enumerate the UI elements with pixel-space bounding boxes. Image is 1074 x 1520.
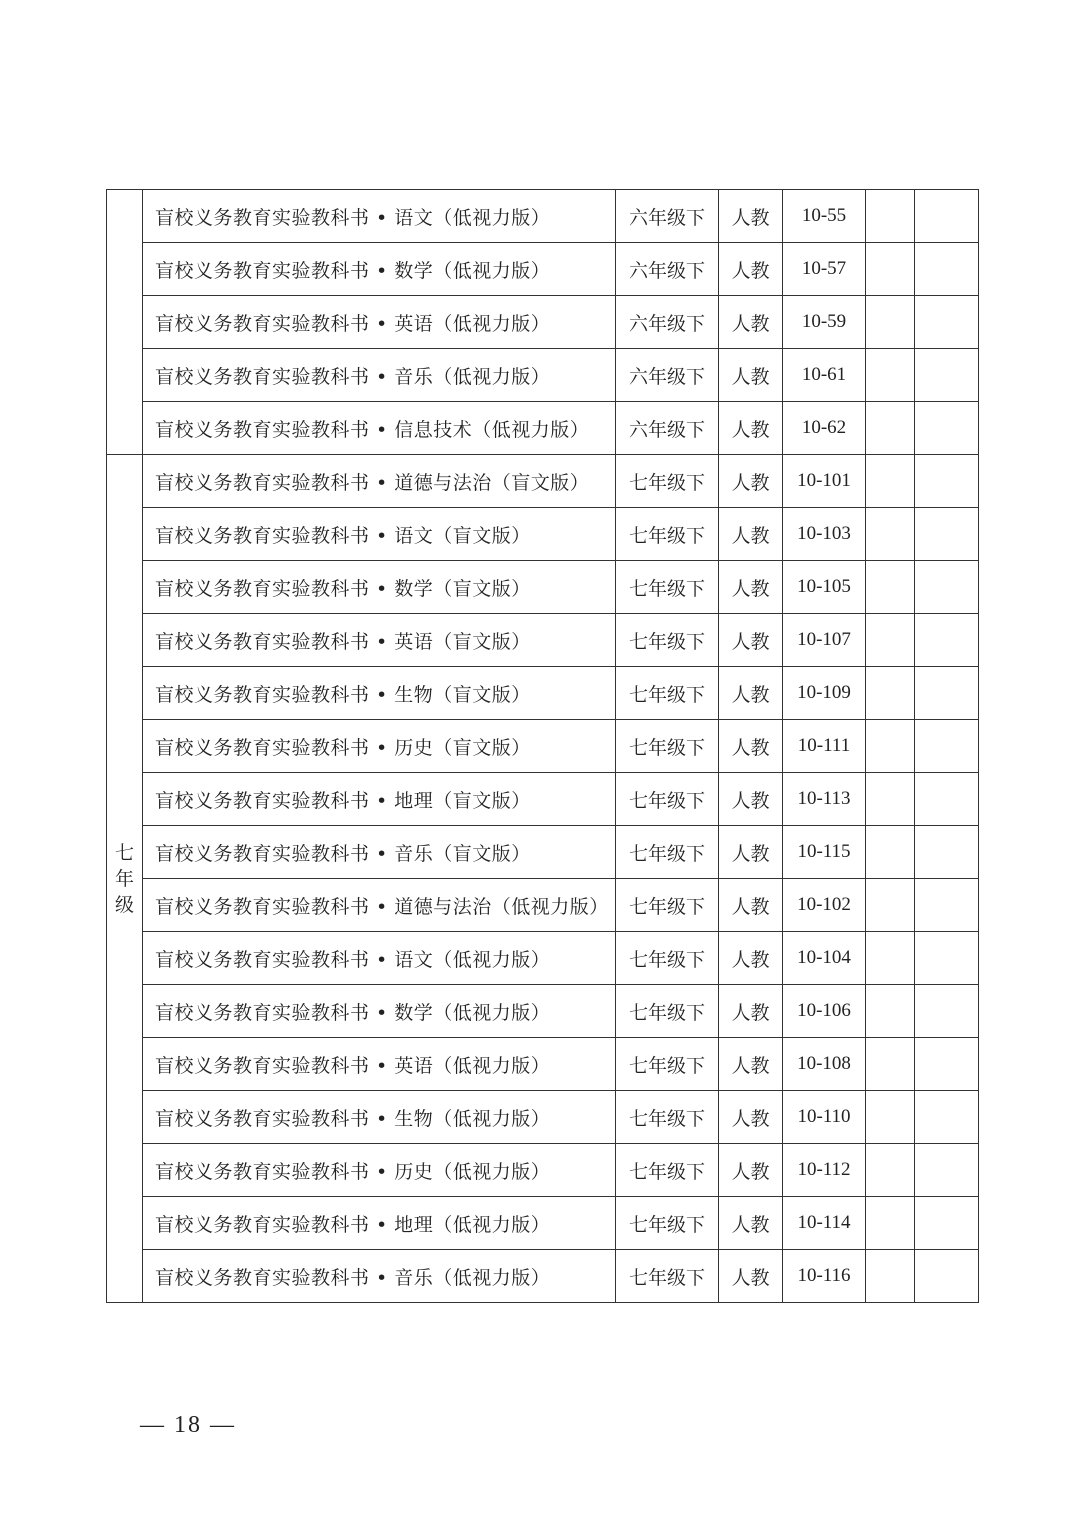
table-row (107, 243, 979, 296)
grade-level-cell: 七年级下 (616, 720, 719, 773)
empty-cell (866, 1144, 915, 1197)
book-code-cell: 10-113 (783, 773, 866, 826)
empty-cell (915, 1144, 979, 1197)
book-title-cell: 盲校义务教育实验教科书 • 音乐（低视力版） (143, 1250, 616, 1303)
book-code-cell: 10-111 (783, 720, 866, 773)
publisher-cell: 人教 (719, 1038, 783, 1091)
book-code-cell: 10-106 (783, 985, 866, 1038)
publisher-cell: 人教 (719, 773, 783, 826)
grade-level-cell: 七年级下 (616, 773, 719, 826)
book-title-cell: 盲校义务教育实验教科书 • 语文（盲文版） (143, 508, 616, 561)
book-title-cell: 盲校义务教育实验教科书 • 历史（低视力版） (143, 1144, 616, 1197)
table-row (107, 826, 979, 879)
publisher-cell: 人教 (719, 296, 783, 349)
empty-cell (866, 879, 915, 932)
grade-level-cell: 七年级下 (616, 614, 719, 667)
publisher-cell: 人教 (719, 349, 783, 402)
book-code-cell: 10-55 (783, 190, 866, 243)
publisher-cell: 人教 (719, 1197, 783, 1250)
publisher-cell: 人教 (719, 190, 783, 243)
book-title-cell: 盲校义务教育实验教科书 • 语文（低视力版） (143, 190, 616, 243)
empty-cell (866, 667, 915, 720)
empty-cell (915, 402, 979, 455)
publisher-cell: 人教 (719, 932, 783, 985)
empty-cell (866, 985, 915, 1038)
book-code-cell: 10-103 (783, 508, 866, 561)
empty-cell (915, 190, 979, 243)
publisher-cell: 人教 (719, 243, 783, 296)
publisher-cell: 人教 (719, 985, 783, 1038)
empty-cell (866, 243, 915, 296)
book-title-cell: 盲校义务教育实验教科书 • 英语（低视力版） (143, 1038, 616, 1091)
grade-label: 七年级 (114, 841, 134, 916)
empty-cell (915, 455, 979, 508)
grade-level-cell: 六年级下 (616, 349, 719, 402)
table-body (107, 190, 979, 1303)
table-row (107, 932, 979, 985)
empty-cell (866, 826, 915, 879)
book-title-cell: 盲校义务教育实验教科书 • 英语（低视力版） (143, 296, 616, 349)
book-title-cell: 盲校义务教育实验教科书 • 历史（盲文版） (143, 720, 616, 773)
publisher-cell: 人教 (719, 1091, 783, 1144)
empty-cell (915, 508, 979, 561)
book-code-cell: 10-116 (783, 1250, 866, 1303)
book-title-cell: 盲校义务教育实验教科书 • 生物（低视力版） (143, 1091, 616, 1144)
publisher-cell: 人教 (719, 1144, 783, 1197)
book-code-cell: 10-115 (783, 826, 866, 879)
publisher-cell: 人教 (719, 826, 783, 879)
empty-cell (915, 932, 979, 985)
publisher-cell: 人教 (719, 508, 783, 561)
empty-cell (866, 296, 915, 349)
publisher-cell: 人教 (719, 720, 783, 773)
book-title-cell: 盲校义务教育实验教科书 • 英语（盲文版） (143, 614, 616, 667)
empty-cell (866, 455, 915, 508)
grade-level-cell: 七年级下 (616, 1197, 719, 1250)
empty-cell (866, 1091, 915, 1144)
empty-cell (915, 826, 979, 879)
book-code-cell: 10-109 (783, 667, 866, 720)
grade-cell (107, 455, 143, 1303)
empty-cell (866, 1038, 915, 1091)
table-row (107, 667, 979, 720)
publisher-cell: 人教 (719, 667, 783, 720)
book-title-cell: 盲校义务教育实验教科书 • 生物（盲文版） (143, 667, 616, 720)
table-row (107, 455, 979, 508)
textbook-table (106, 189, 979, 1303)
publisher-cell: 人教 (719, 1250, 783, 1303)
empty-cell (866, 773, 915, 826)
grade-level-cell: 六年级下 (616, 402, 719, 455)
book-code-cell: 10-61 (783, 349, 866, 402)
grade-cell (107, 190, 143, 455)
grade-level-cell: 七年级下 (616, 879, 719, 932)
table-row (107, 773, 979, 826)
empty-cell (915, 349, 979, 402)
grade-level-cell: 七年级下 (616, 985, 719, 1038)
empty-cell (866, 402, 915, 455)
grade-level-cell: 七年级下 (616, 561, 719, 614)
empty-cell (866, 190, 915, 243)
book-code-cell: 10-59 (783, 296, 866, 349)
grade-level-cell: 六年级下 (616, 190, 719, 243)
table-row (107, 720, 979, 773)
book-code-cell: 10-104 (783, 932, 866, 985)
empty-cell (915, 614, 979, 667)
grade-level-cell: 七年级下 (616, 455, 719, 508)
grade-level-cell: 六年级下 (616, 243, 719, 296)
grade-level-cell: 七年级下 (616, 932, 719, 985)
grade-level-cell: 七年级下 (616, 508, 719, 561)
book-title-cell: 盲校义务教育实验教科书 • 音乐（低视力版） (143, 349, 616, 402)
empty-cell (915, 1197, 979, 1250)
book-title-cell: 盲校义务教育实验教科书 • 地理（盲文版） (143, 773, 616, 826)
book-code-cell: 10-57 (783, 243, 866, 296)
empty-cell (915, 985, 979, 1038)
table-row (107, 879, 979, 932)
book-code-cell: 10-105 (783, 561, 866, 614)
empty-cell (915, 1091, 979, 1144)
book-code-cell: 10-108 (783, 1038, 866, 1091)
empty-cell (915, 1250, 979, 1303)
book-code-cell: 10-101 (783, 455, 866, 508)
grade-level-cell: 六年级下 (616, 296, 719, 349)
empty-cell (866, 932, 915, 985)
table-row (107, 402, 979, 455)
book-title-cell: 盲校义务教育实验教科书 • 信息技术（低视力版） (143, 402, 616, 455)
page-number: — 18 — (140, 1412, 236, 1438)
empty-cell (915, 561, 979, 614)
empty-cell (866, 349, 915, 402)
empty-cell (915, 667, 979, 720)
empty-cell (915, 1038, 979, 1091)
table-row (107, 1091, 979, 1144)
empty-cell (915, 879, 979, 932)
empty-cell (866, 1250, 915, 1303)
empty-cell (866, 561, 915, 614)
book-title-cell: 盲校义务教育实验教科书 • 数学（低视力版） (143, 243, 616, 296)
book-code-cell: 10-114 (783, 1197, 866, 1250)
publisher-cell: 人教 (719, 455, 783, 508)
book-title-cell: 盲校义务教育实验教科书 • 地理（低视力版） (143, 1197, 616, 1250)
table-row (107, 1038, 979, 1091)
table-row (107, 985, 979, 1038)
book-code-cell: 10-107 (783, 614, 866, 667)
empty-cell (915, 773, 979, 826)
book-code-cell: 10-112 (783, 1144, 866, 1197)
empty-cell (866, 508, 915, 561)
book-title-cell: 盲校义务教育实验教科书 • 道德与法治（盲文版） (143, 455, 616, 508)
table-row (107, 614, 979, 667)
publisher-cell: 人教 (719, 879, 783, 932)
book-title-cell: 盲校义务教育实验教科书 • 数学（盲文版） (143, 561, 616, 614)
empty-cell (866, 614, 915, 667)
book-code-cell: 10-102 (783, 879, 866, 932)
table-row (107, 349, 979, 402)
grade-level-cell: 七年级下 (616, 826, 719, 879)
empty-cell (915, 296, 979, 349)
book-title-cell: 盲校义务教育实验教科书 • 音乐（盲文版） (143, 826, 616, 879)
table-row (107, 1197, 979, 1250)
table-row (107, 508, 979, 561)
publisher-cell: 人教 (719, 614, 783, 667)
table-row (107, 1250, 979, 1303)
empty-cell (866, 1197, 915, 1250)
publisher-cell: 人教 (719, 402, 783, 455)
empty-cell (866, 720, 915, 773)
empty-cell (915, 720, 979, 773)
empty-cell (915, 243, 979, 296)
table-row (107, 190, 979, 243)
grade-level-cell: 七年级下 (616, 1038, 719, 1091)
book-code-cell: 10-62 (783, 402, 866, 455)
book-title-cell: 盲校义务教育实验教科书 • 道德与法治（低视力版） (143, 879, 616, 932)
book-title-cell: 盲校义务教育实验教科书 • 数学（低视力版） (143, 985, 616, 1038)
publisher-cell: 人教 (719, 561, 783, 614)
book-title-cell: 盲校义务教育实验教科书 • 语文（低视力版） (143, 932, 616, 985)
grade-level-cell: 七年级下 (616, 1144, 719, 1197)
table-row (107, 1144, 979, 1197)
book-code-cell: 10-110 (783, 1091, 866, 1144)
grade-level-cell: 七年级下 (616, 1250, 719, 1303)
grade-level-cell: 七年级下 (616, 1091, 719, 1144)
grade-level-cell: 七年级下 (616, 667, 719, 720)
table-row (107, 561, 979, 614)
table-row (107, 296, 979, 349)
